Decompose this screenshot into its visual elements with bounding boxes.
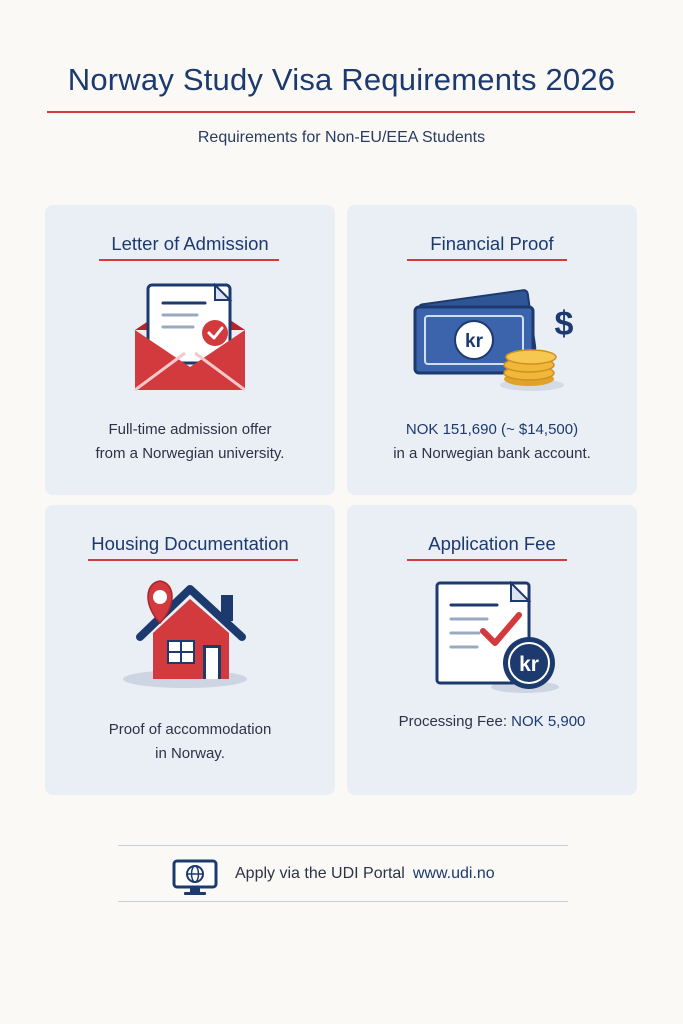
card-letter-of-admission	[45, 205, 335, 495]
udi-portal-link[interactable]: www.udi.no	[412, 865, 495, 882]
currency-symbol: kr	[519, 653, 539, 676]
card-description-line: Full-time admission offer	[108, 421, 272, 438]
fee-document-icon	[347, 575, 637, 705]
page-subtitle: Requirements for Non-EU/EEA Students	[197, 129, 486, 146]
card-financial-proof	[347, 205, 637, 495]
card-title-underline	[407, 259, 567, 261]
card-description	[347, 710, 637, 734]
envelope-letter-icon	[45, 275, 335, 405]
card-description-line: Proof of accommodation	[108, 721, 272, 738]
page-title: Norway Study Visa Requirements 2026	[67, 62, 616, 97]
title-divider	[47, 111, 635, 113]
card-description-line: NOK 151,690 (~ $14,500)	[405, 421, 579, 438]
currency-symbol: kr	[465, 331, 483, 352]
card-description-line: from a Norwegian university.	[95, 445, 285, 462]
footer-divider-top	[118, 845, 568, 846]
footer-label: Apply via the UDI Portal	[235, 865, 405, 882]
fee-amount: NOK 5,900	[511, 713, 586, 730]
card-description	[45, 718, 335, 766]
footer-divider-bottom	[118, 901, 568, 902]
footer-text	[235, 865, 495, 883]
card-description	[347, 418, 637, 466]
card-title: Application Fee	[428, 533, 556, 554]
house-location-icon	[45, 575, 335, 705]
card-title-underline	[99, 259, 279, 261]
card-housing-documentation	[45, 505, 335, 795]
monitor-globe-icon	[171, 859, 221, 897]
card-description-line: in a Norwegian bank account.	[393, 445, 591, 462]
card-description	[45, 418, 335, 466]
card-title-underline	[407, 559, 567, 561]
card-description-line: in Norway.	[155, 745, 225, 762]
card-title-underline	[88, 559, 298, 561]
dollar-symbol: $	[554, 305, 574, 343]
card-title: Housing Documentation	[91, 533, 289, 554]
card-application-fee	[347, 505, 637, 795]
card-title: Financial Proof	[430, 233, 554, 254]
banknotes-coins-icon	[347, 275, 637, 405]
footer	[0, 855, 683, 895]
card-title: Letter of Admission	[111, 233, 269, 254]
fee-label: Processing Fee:	[398, 713, 512, 730]
